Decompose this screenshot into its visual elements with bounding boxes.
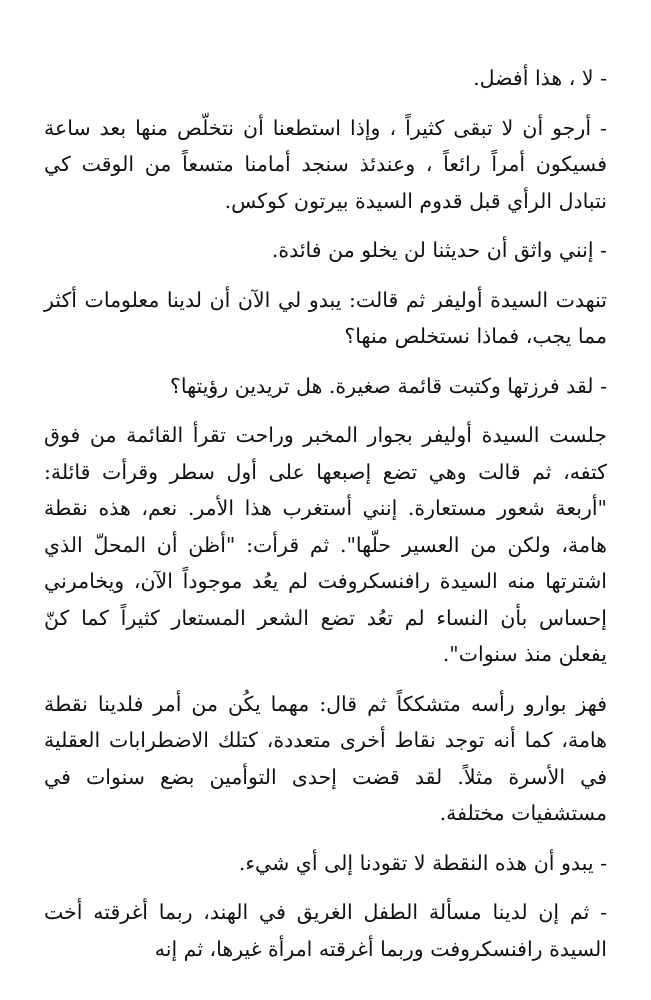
- paragraph: - إنني واثق أن حديثنا لن يخلو من فائدة.: [271, 238, 607, 262]
- paragraph: - أرجو أن لا تبقى كثيراً ، وإذا استطعنا أن نتخلّص منها بعد ساعة فسيكون أمراً رائعاً ، وعندئذ سنجد أمامنا متسعاً من الوقت كي نتبادل الرأي قبل قدوم السيدة بيرتون كوكس.: [44, 115, 607, 213]
- paragraph: - لقد فرزتها وكتبت قائمة صغيرة. هل تريدين رؤيتها؟: [169, 373, 607, 398]
- paragraph: جلست السيدة أوليفر بجوار المخبر وراحت تقرأ القائمة من فوق كتفه، ثم قالت وهي تضع إصبعها على أول سطر وقرأت قائلة: "أربعة شعور مستعارة. إنني أستغرب هذا الأمر. نعم، هذه نقطة هامة، ولكن من العسير حلّها". ثم قرأت: "أظن أن المحلّ الذي اشترتها منه السيدة رافنسكروفت لم يعُد موجوداً الآن، ويخامرني إحساس بأن النساء لم تعُد تضع الشعر المستعار كثيراً كما كنّ يفعلن منذ سنوات".: [44, 423, 607, 666]
- paragraph: فهز بوارو رأسه متشككاً ثم قال: مهما يكُن من أمر فلدينا نقطة هامة، كما أنه توجد نقاط أخرى متعددة، كتلك الاضطرابات العقلية في الأسرة مثلاً. لقد قضت إحدى التوأمين بضع سنوات في مستشفيات مختلفة.: [44, 691, 607, 825]
- paragraph: - ثم إن لدينا مسألة الطفل الغريق في الهند، ربما أغرقته أخت السيدة رافنسكروفت وربما أغرقته امرأة غيرها، ثم إنه: [44, 900, 607, 961]
- paragraph: - يبدو أن هذه النقطة لا تقودنا إلى أي شيء.: [238, 850, 607, 875]
- paragraph: - لا ، هذا أفضل.: [473, 66, 607, 90]
- paragraph: تنهدت السيدة أوليفر ثم قالت: يبدو لي الآن أن لدينا معلومات أكثر مما يجب، فماذا نستخلص منها؟: [44, 287, 607, 348]
